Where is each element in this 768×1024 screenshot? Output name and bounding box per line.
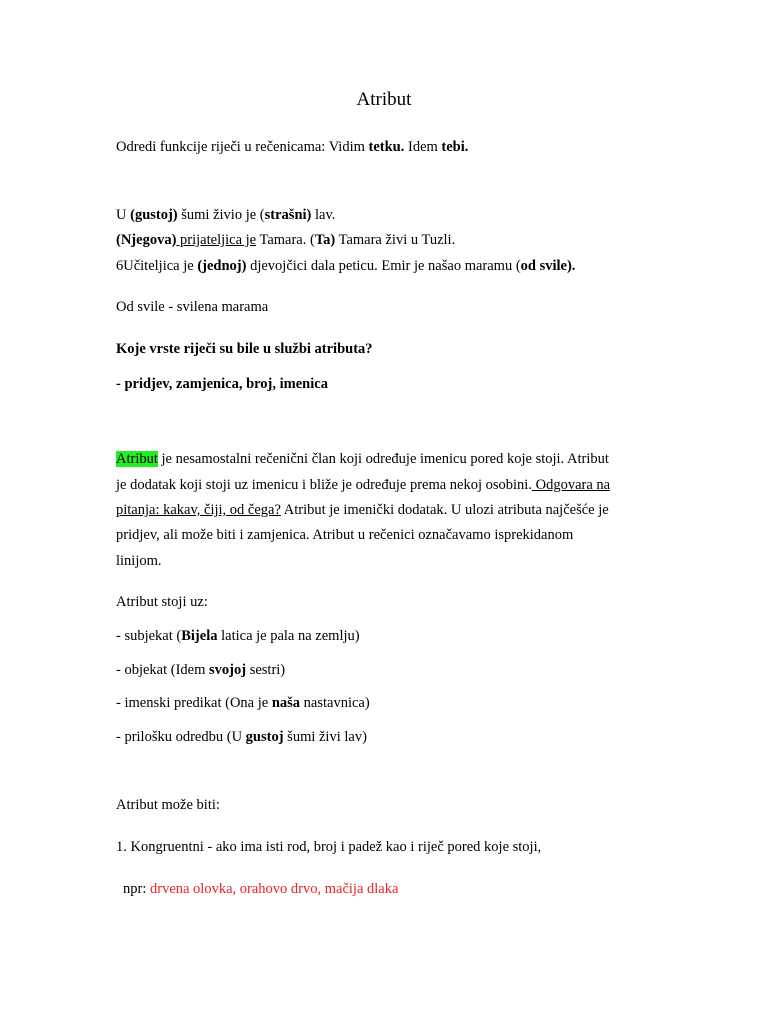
bold-text: (jednoj): [197, 258, 247, 274]
moze-heading: Atribut može biti:: [116, 797, 220, 813]
stoji-heading: Atribut stoji uz:: [116, 594, 208, 610]
bold-text: (gustoj): [130, 207, 178, 223]
bold-text: gustoj: [245, 729, 284, 745]
text: je dodatak koji stoji uz imenicu i bliže je određuje prema nekoj osobini.: [116, 477, 532, 493]
text: šumi živio je (: [177, 207, 265, 223]
text: - subjekat (: [116, 628, 182, 644]
text: nastavnica): [300, 695, 370, 711]
bold-text: od svile).: [520, 258, 576, 274]
example-line-3: [116, 257, 575, 275]
list-item: [116, 694, 370, 712]
bold-text: strašni): [264, 207, 312, 223]
example-npr-line: [123, 880, 398, 898]
text: - imenski predikat (Ona je: [116, 695, 272, 711]
list-item: [116, 728, 367, 746]
text: Atribut je imenički dodatak. U ulozi atributa najčešće je: [280, 502, 609, 518]
red-example-text: drvena olovka, orahovo drvo, mačija dlaka: [149, 881, 399, 897]
list-item: [116, 661, 285, 679]
underlined-text: pitanja: kakav, čiji, od čega?: [116, 502, 281, 518]
text: lav.: [311, 207, 336, 223]
text: Idem: [404, 139, 442, 155]
intro-line: [116, 138, 468, 156]
text: latica je pala na zemlju): [217, 628, 360, 644]
bold-text: (Njegova): [116, 232, 177, 248]
kongruentni-line: 1. Kongruentni - ako ima isti rod, broj i padež kao i riječ pored koje stoji,: [116, 839, 542, 855]
answer: - pridjev, zamjenica, broj, imenica: [116, 376, 328, 392]
underlined-text: prijateljica je: [176, 232, 257, 248]
text: - objekat (Idem: [116, 662, 210, 678]
example-line-1: [116, 206, 335, 224]
text: - prilošku odredbu (U: [116, 729, 246, 745]
bold-text: tebi.: [441, 139, 469, 155]
text: šumi živi lav): [283, 729, 367, 745]
bold-text: naša: [271, 695, 301, 711]
list-item: [116, 627, 360, 645]
text: Odredi funkcije riječi u rečenicama: Vidim: [116, 139, 369, 155]
text: sestri): [246, 662, 286, 678]
text: npr:: [123, 881, 150, 897]
example-line-2: [116, 231, 455, 249]
definition-line-2: [116, 476, 610, 494]
text: je nesamostalni rečenični član koji određuje imenicu pored koje stoji. Atribut: [157, 451, 609, 467]
question: Koje vrste riječi su bile u službi atributa?: [116, 341, 373, 357]
definition-line-1: [116, 450, 609, 468]
example-line-4: Od svile - svilena marama: [116, 299, 269, 315]
bold-text: Bijela: [181, 628, 218, 644]
definition-line-5: linijom.: [116, 553, 162, 569]
definition-line-3: [116, 501, 609, 519]
bold-text: svojoj: [209, 662, 247, 678]
page-title: Atribut: [356, 89, 412, 110]
text: Tamara živi u Tuzli.: [335, 232, 456, 248]
text: djevojčici dala peticu. Emir je našao maramu (: [246, 258, 521, 274]
bold-text: tetku.: [368, 139, 405, 155]
highlighted-term: Atribut: [116, 451, 158, 467]
text: U: [116, 207, 131, 223]
underlined-text: Odgovara na: [531, 477, 611, 493]
definition-line-4: pridjev, ali može biti i zamjenica. Atribut u rečenici označavamo isprekidanom: [116, 527, 574, 543]
text: 6Učiteljica je: [116, 258, 198, 274]
bold-text: Ta): [314, 232, 336, 248]
text: Tamara. (: [256, 232, 315, 248]
